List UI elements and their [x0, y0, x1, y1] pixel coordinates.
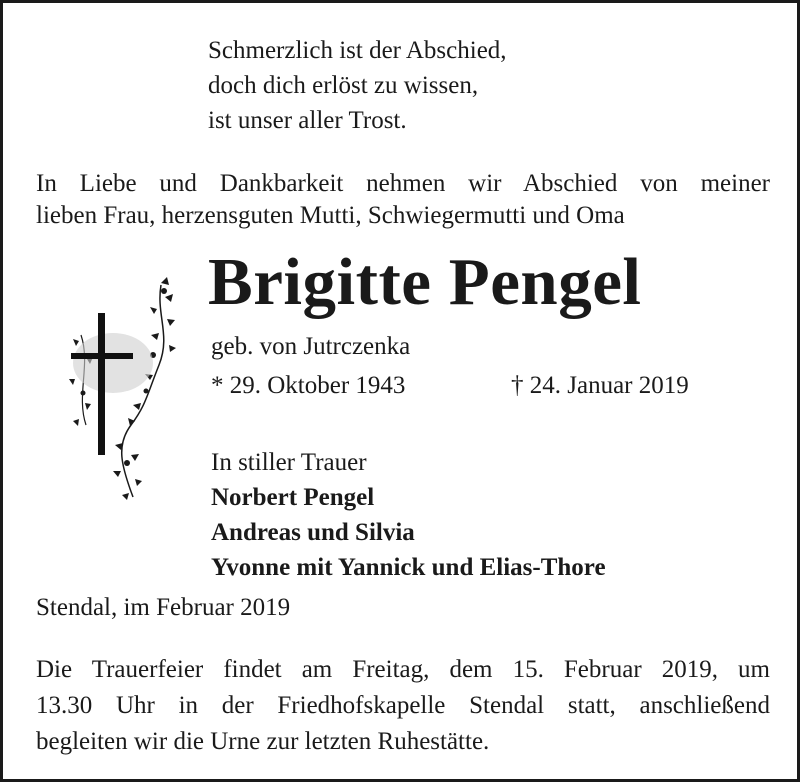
- notice-line: 13.30 Uhr in der Friedhofskapelle Stendal statt, anschließend: [36, 692, 770, 719]
- cross-with-ivy-icon: [61, 275, 191, 505]
- funeral-notice: [36, 652, 770, 760]
- verse-line: Schmerzlich ist der Abschied,: [208, 37, 507, 64]
- mourners-heading: In stiller Trauer: [211, 449, 367, 476]
- place-date: Stendal, im Februar 2019: [36, 594, 291, 621]
- mourner-name: Norbert Pengel: [211, 484, 375, 511]
- verse-line: ist unser aller Trost.: [208, 107, 407, 134]
- verse: [208, 33, 507, 138]
- intro-line: In Liebe und Dankbarkeit nehmen wir Abschied von meiner: [36, 170, 770, 197]
- death-date: † 24. Januar 2019: [511, 372, 689, 399]
- mourner-name: Andreas und Silvia: [211, 519, 415, 546]
- mourners: [211, 445, 606, 585]
- birth-name: geb. von Jutrczenka: [211, 333, 411, 360]
- mourner-name: Yvonne mit Yannick und Elias-Thore: [211, 554, 606, 581]
- notice-line: begleiten wir die Urne zur letzten Ruhestätte.: [36, 728, 490, 755]
- notice-line: Die Trauerfeier findet am Freitag, dem 15. Februar 2019, um: [36, 656, 770, 683]
- deceased-name: Brigitte Pengel: [208, 245, 642, 319]
- intro-line: lieben Frau, herzensguten Mutti, Schwiegermutti und Oma: [36, 202, 625, 229]
- verse-line: doch dich erlöst zu wissen,: [208, 72, 479, 99]
- birth-date: * 29. Oktober 1943: [211, 372, 406, 399]
